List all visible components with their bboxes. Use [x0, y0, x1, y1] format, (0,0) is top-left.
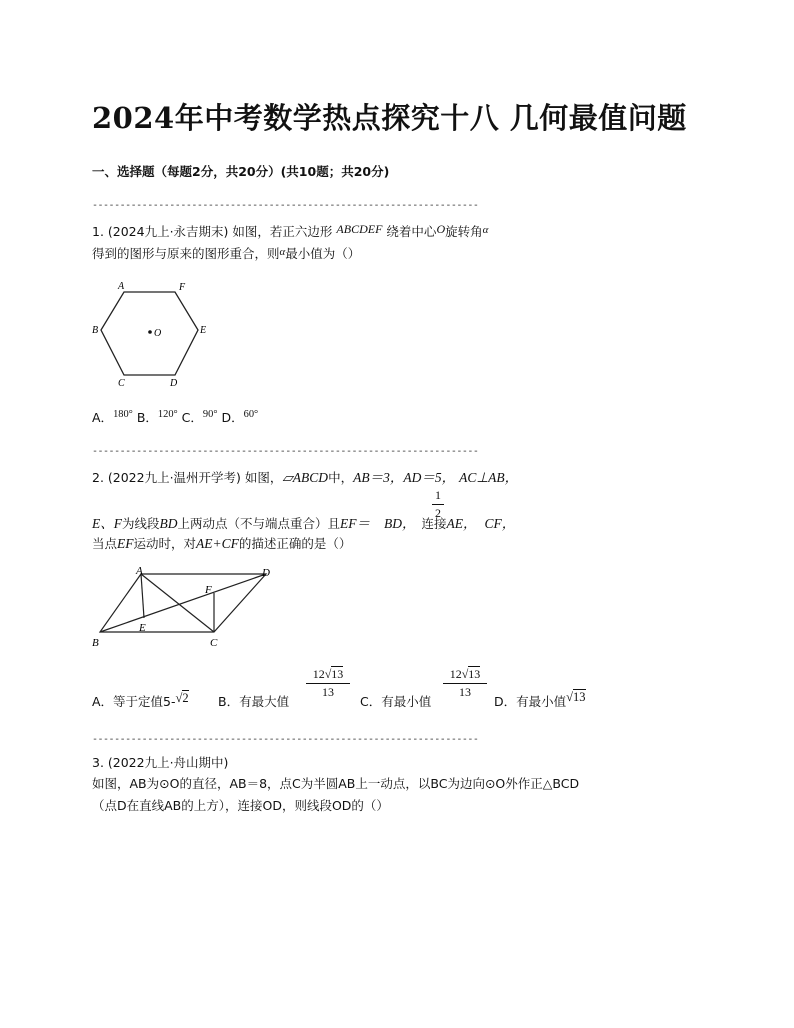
vertex-label-b: B — [92, 325, 99, 336]
q2-half-num: 1 — [435, 488, 441, 502]
q2-half-fraction — [432, 488, 444, 521]
q3-source: 3. (2022九上·舟山期中) — [92, 755, 229, 770]
q2-line3-c: 的描述正确的是（） — [238, 536, 352, 551]
p-label-d: D — [262, 567, 270, 579]
q2-option-a[interactable] — [92, 692, 189, 710]
vertex-label-f: F — [179, 282, 186, 293]
q1-center: O — [436, 222, 446, 236]
q1-alpha: α — [482, 224, 489, 236]
p-label-f: F — [205, 584, 212, 596]
separator-2: ---------------------------------------------------------------------- — [92, 446, 479, 457]
vertex-label-a: A — [118, 281, 125, 292]
q2-bd: BD — [159, 516, 178, 531]
parallelogram-figure — [88, 564, 278, 652]
q1-line1 — [92, 222, 488, 240]
q1-option-b-value: 120° — [157, 408, 178, 420]
q1-options — [92, 408, 258, 426]
q1-line2-start: 得到的图形与原来的图形重合，则 — [92, 246, 280, 261]
vertex-label-c: C — [118, 378, 125, 388]
q1-line1-end: 旋转角 — [445, 224, 483, 239]
q2-line1 — [92, 466, 518, 486]
q2-sqrt13-radicand: 13 — [573, 690, 586, 704]
q1-option-c[interactable] — [182, 410, 218, 425]
q2-option-a-text: A．等于定值5- — [92, 694, 176, 709]
q1-line2-end: 最小值为（） — [285, 246, 361, 261]
q2-line2-b: 上两动点（不与端点重合）且 — [177, 516, 341, 531]
separator-1: ---------------------------------------------------------------------- — [92, 200, 479, 211]
q2-sqrt2-radicand: 2 — [182, 691, 189, 705]
q2-ab: AB＝3， — [353, 470, 404, 485]
q3-line1: 如图，AB为⊙O的直径，AB＝8，点C为半圆AB上一动点，以BC为边向⊙O外作正△BCD — [92, 776, 580, 791]
q2-option-d-sqrt: √13 — [566, 690, 586, 704]
q2-ef-eq: EF＝ — [340, 516, 371, 531]
q2-half-den: 2 — [435, 506, 441, 520]
q2-line2-a: 为线段 — [122, 516, 160, 531]
q1-option-d-value: 60° — [243, 408, 259, 420]
q2-bd2: BD， — [384, 516, 416, 531]
p-label-c: C — [210, 637, 218, 649]
q1-option-a-value: 180° — [113, 408, 133, 420]
q2-b-num: 12 — [312, 667, 325, 681]
q1-option-c-letter: C． — [181, 410, 203, 425]
line-ac — [141, 574, 214, 632]
q2-line3-ef: EF — [117, 536, 134, 551]
q2-ae: AE， — [446, 516, 477, 531]
p-label-e: E — [139, 622, 146, 634]
section-heading: 一、选择题（每题2分，共20分）(共10题；共20分) — [92, 164, 390, 179]
q2-option-b[interactable]: B．有最大值 — [218, 694, 290, 709]
vertex-label-o: O — [154, 328, 162, 339]
q1-figure-name: ABCDEF — [336, 222, 383, 236]
p-label-a: A — [136, 565, 143, 577]
q2-option-a-sqrt: √2 — [175, 691, 189, 705]
q3-line2: （点D在直线AB的上方），连接OD，则线段OD的（） — [92, 798, 389, 813]
q2-ac: AC⊥AB， — [459, 470, 519, 485]
q2-parallelogram: ▱ABCD — [282, 470, 329, 485]
vertex-label-d: D — [170, 378, 178, 388]
q2-option-d[interactable] — [494, 692, 586, 710]
q2-c-num: 12 — [449, 667, 462, 681]
q1-line2 — [92, 244, 360, 262]
q1-option-b[interactable] — [137, 410, 178, 425]
q2-ef-points: E、F — [92, 516, 122, 531]
q1-option-d-letter: D． — [221, 410, 244, 425]
q1-line1-mid: 绕着中心 — [386, 224, 437, 239]
q2-line3-expr: AE+CF — [196, 536, 239, 551]
q1-option-c-value: 90° — [202, 408, 218, 420]
q1-option-a[interactable] — [92, 410, 133, 425]
q2-line2 — [92, 512, 515, 532]
q2-b-rad: 13 — [331, 667, 344, 681]
q2-c-den: 13 — [459, 685, 471, 699]
q2-c-rad: 13 — [468, 667, 481, 681]
q2-option-b-fraction: 12√13 13 — [306, 667, 350, 700]
q2-option-c[interactable]: C．有最小值 — [360, 694, 432, 709]
q2-connect: 连接 — [421, 516, 447, 531]
q2-option-c-fraction: 12√13 13 — [443, 667, 487, 700]
q2-ad: AD＝5， — [403, 470, 456, 485]
q1-option-d[interactable] — [221, 410, 258, 425]
separator-3: ---------------------------------------------------------------------- — [92, 734, 479, 745]
q1-source: 1. (2024九上·永吉期末) 如图，若正六边形 — [92, 224, 333, 239]
center-point — [148, 330, 152, 334]
q2-line3 — [92, 534, 351, 552]
q2-source: 2. (2022九上·温州开学考) 如图， — [92, 470, 283, 485]
line-ae — [141, 574, 144, 618]
p-label-b: B — [92, 637, 99, 649]
q1-option-a-letter: A． — [92, 410, 114, 425]
line-bd — [100, 574, 266, 632]
q1-option-b-letter: B． — [136, 410, 158, 425]
q2-line1-mid: 中， — [328, 470, 354, 485]
q2-cf: CF， — [484, 516, 516, 531]
q2-line3-a: 当点 — [92, 536, 118, 551]
hexagon-figure — [90, 280, 220, 388]
q2-line3-b: 运动时，对 — [133, 536, 197, 551]
q2-option-d-text: D．有最小值 — [494, 694, 567, 709]
vertex-label-e: E — [200, 325, 207, 336]
q2-b-den: 13 — [322, 685, 334, 699]
q1-line2-alpha: α — [279, 246, 286, 258]
page-title: 2024年中考数学热点探究十八 几何最值问题 — [92, 101, 687, 135]
